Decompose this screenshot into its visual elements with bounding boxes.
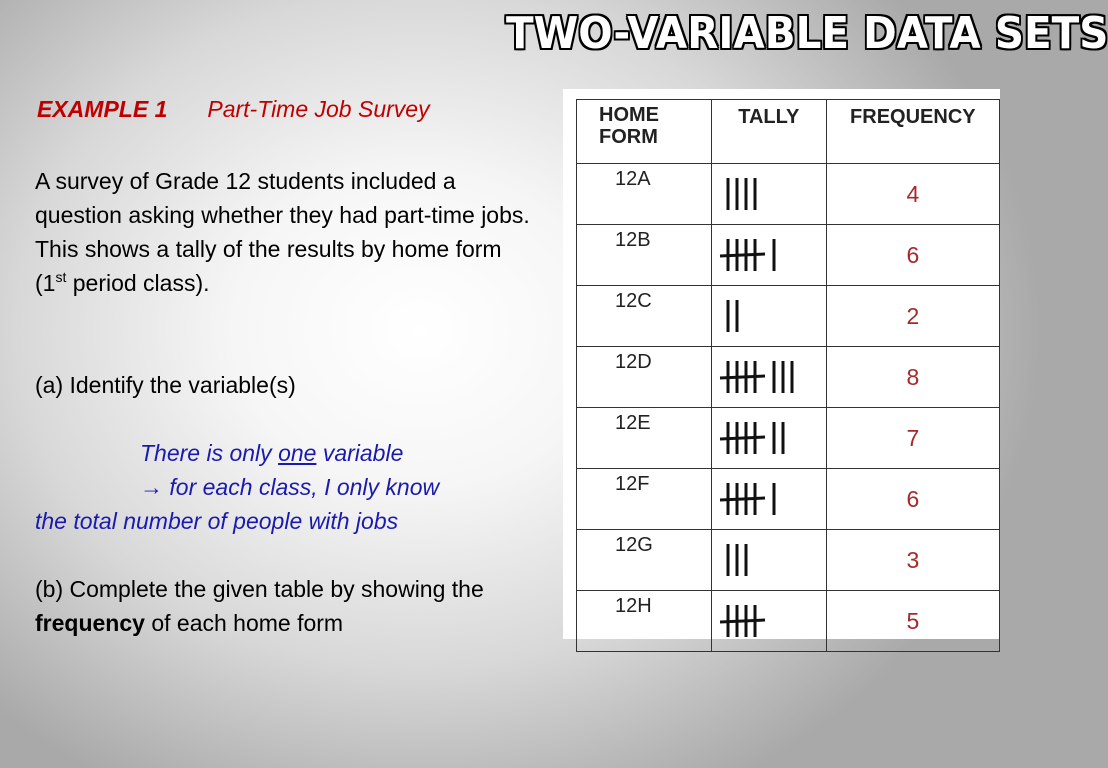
- home-form-cell: 12D: [577, 347, 712, 408]
- intro-sup: st: [55, 269, 67, 285]
- frequency-cell: 6: [826, 225, 999, 286]
- tally-marks: [712, 164, 830, 220]
- answer-a1-post: variable: [316, 440, 404, 466]
- answer-a-line1: [140, 436, 540, 470]
- question-b-bold: frequency: [35, 610, 145, 636]
- table-row: [577, 469, 1000, 530]
- tally-marks: [712, 347, 830, 403]
- tally-crossbar: [720, 620, 765, 622]
- tally-cell: [711, 408, 826, 469]
- tally-marks: [712, 225, 830, 281]
- tally-marks: [712, 530, 830, 586]
- question-b-post: of each home form: [144, 610, 344, 636]
- answer-a1-pre: There is only: [140, 440, 279, 466]
- header-frequency: FREQUENCY: [826, 100, 999, 164]
- answer-a1-em: one: [278, 440, 317, 466]
- home-form-cell: 12E: [577, 408, 712, 469]
- intro-paragraph: [35, 164, 530, 300]
- frequency-table-card: [563, 89, 1000, 639]
- home-form-cell: 12G: [577, 530, 712, 591]
- tally-cell: [711, 225, 826, 286]
- tally-crossbar: [720, 498, 765, 500]
- tally-crossbar: [720, 376, 765, 378]
- table-row: [577, 408, 1000, 469]
- example-label: EXAMPLE 1: [37, 96, 168, 122]
- tally-cell: [711, 286, 826, 347]
- frequency-cell: 3: [826, 530, 999, 591]
- intro-text: A survey of Grade 12 students included a question asking whether they had part-time jobs. This shows a tally of the results by home form (1: [35, 168, 530, 296]
- tally-cell: [711, 530, 826, 591]
- header-tally: TALLY: [711, 100, 826, 164]
- tally-marks: [712, 591, 830, 647]
- home-form-cell: 12C: [577, 286, 712, 347]
- question-b-pre: (b) Complete the given table by showing the: [35, 576, 484, 602]
- frequency-cell: 7: [826, 408, 999, 469]
- tally-crossbar: [720, 437, 765, 439]
- home-form-cell: 12B: [577, 225, 712, 286]
- table-row: [577, 591, 1000, 652]
- frequency-cell: 2: [826, 286, 999, 347]
- slide-title: TWO-VARIABLE DATA SETS: [506, 8, 1108, 59]
- tally-cell: [711, 469, 826, 530]
- home-form-cell: 12H: [577, 591, 712, 652]
- header-home-form: HOME FORM: [577, 100, 712, 164]
- tally-cell: [711, 164, 826, 225]
- table-row: [577, 286, 1000, 347]
- frequency-table: [576, 99, 1000, 652]
- tally-cell: [711, 347, 826, 408]
- frequency-cell: 6: [826, 469, 999, 530]
- tally-marks: [712, 286, 830, 342]
- frequency-cell: 4: [826, 164, 999, 225]
- example-heading: [37, 96, 430, 123]
- table-row: [577, 530, 1000, 591]
- table-row: [577, 347, 1000, 408]
- table-row: [577, 225, 1000, 286]
- frequency-cell: 8: [826, 347, 999, 408]
- home-form-cell: 12A: [577, 164, 712, 225]
- tally-crossbar: [720, 254, 765, 256]
- example-subtitle: Part-Time Job Survey: [207, 96, 430, 122]
- table-row: [577, 164, 1000, 225]
- question-b: [35, 572, 530, 640]
- question-a: (a) Identify the variable(s): [35, 372, 296, 398]
- table-header-row: [577, 100, 1000, 164]
- tally-marks: [712, 408, 830, 464]
- answer-a-line2: → for each class, I only know: [140, 474, 440, 500]
- frequency-cell: 5: [826, 591, 999, 652]
- answer-a-line3: the total number of people with jobs: [35, 508, 399, 534]
- tally-marks: [712, 469, 830, 525]
- home-form-cell: 12F: [577, 469, 712, 530]
- table-body: [577, 164, 1000, 652]
- intro-end: period class).: [72, 270, 210, 296]
- tally-cell: [711, 591, 826, 652]
